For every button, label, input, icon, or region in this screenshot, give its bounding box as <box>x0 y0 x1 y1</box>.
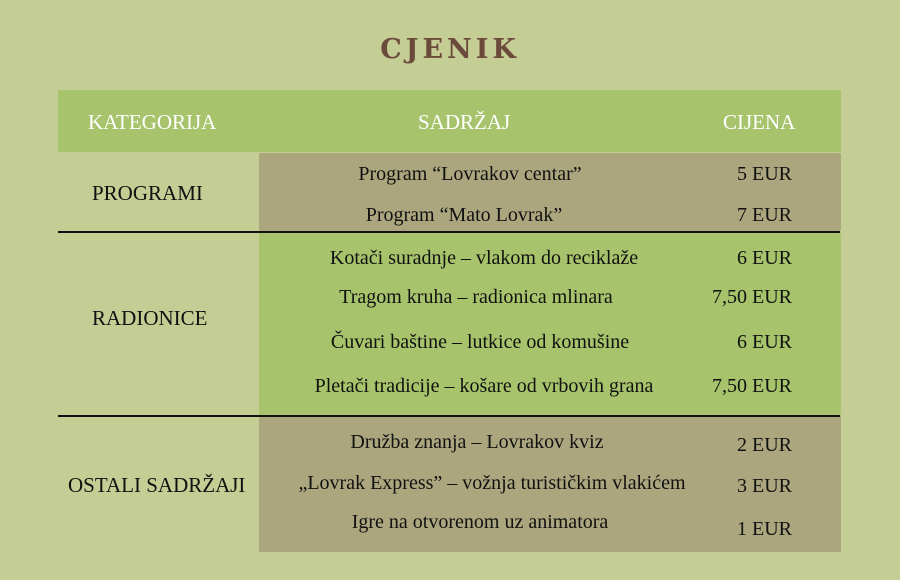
item-price: 1 EUR <box>737 518 792 540</box>
divider <box>58 231 840 233</box>
item-price: 7 EUR <box>737 204 792 226</box>
page-title: CJENIK <box>380 34 520 65</box>
item-price: 6 EUR <box>737 331 792 353</box>
header-price: CIJENA <box>723 110 796 134</box>
table-header <box>58 90 841 152</box>
item-price: 3 EUR <box>737 475 792 497</box>
item-name: Čuvari baštine – lutkice od komušine <box>330 331 630 353</box>
item-price: 7,50 EUR <box>712 375 792 397</box>
item-name: Družba znanja – Lovrakov kviz <box>350 431 604 453</box>
item-name: Igre na otvorenom uz animatora <box>351 511 609 533</box>
category-ostali: OSTALI SADRŽAJI <box>68 473 246 497</box>
item-name: Program “Lovrakov centar” <box>358 163 582 185</box>
item-name: „Lovrak Express” – vožnja turističkim vlakićem <box>298 472 686 494</box>
item-price: 6 EUR <box>737 247 792 269</box>
header-category: KATEGORIJA <box>88 110 217 134</box>
item-price: 2 EUR <box>737 434 792 456</box>
item-name: Tragom kruha – radionica mlinara <box>339 286 613 308</box>
category-radionice: RADIONICE <box>92 306 208 330</box>
header-content: SADRŽAJ <box>418 110 511 134</box>
category-programi: PROGRAMI <box>92 181 203 205</box>
item-price: 5 EUR <box>737 163 792 185</box>
item-name: Pletači tradicije – košare od vrbovih grana <box>314 375 654 397</box>
divider <box>58 415 840 417</box>
item-price: 7,50 EUR <box>712 286 792 308</box>
item-name: Kotači suradnje – vlakom do reciklaže <box>329 247 639 269</box>
item-name: Program “Mato Lovrak” <box>365 204 563 226</box>
